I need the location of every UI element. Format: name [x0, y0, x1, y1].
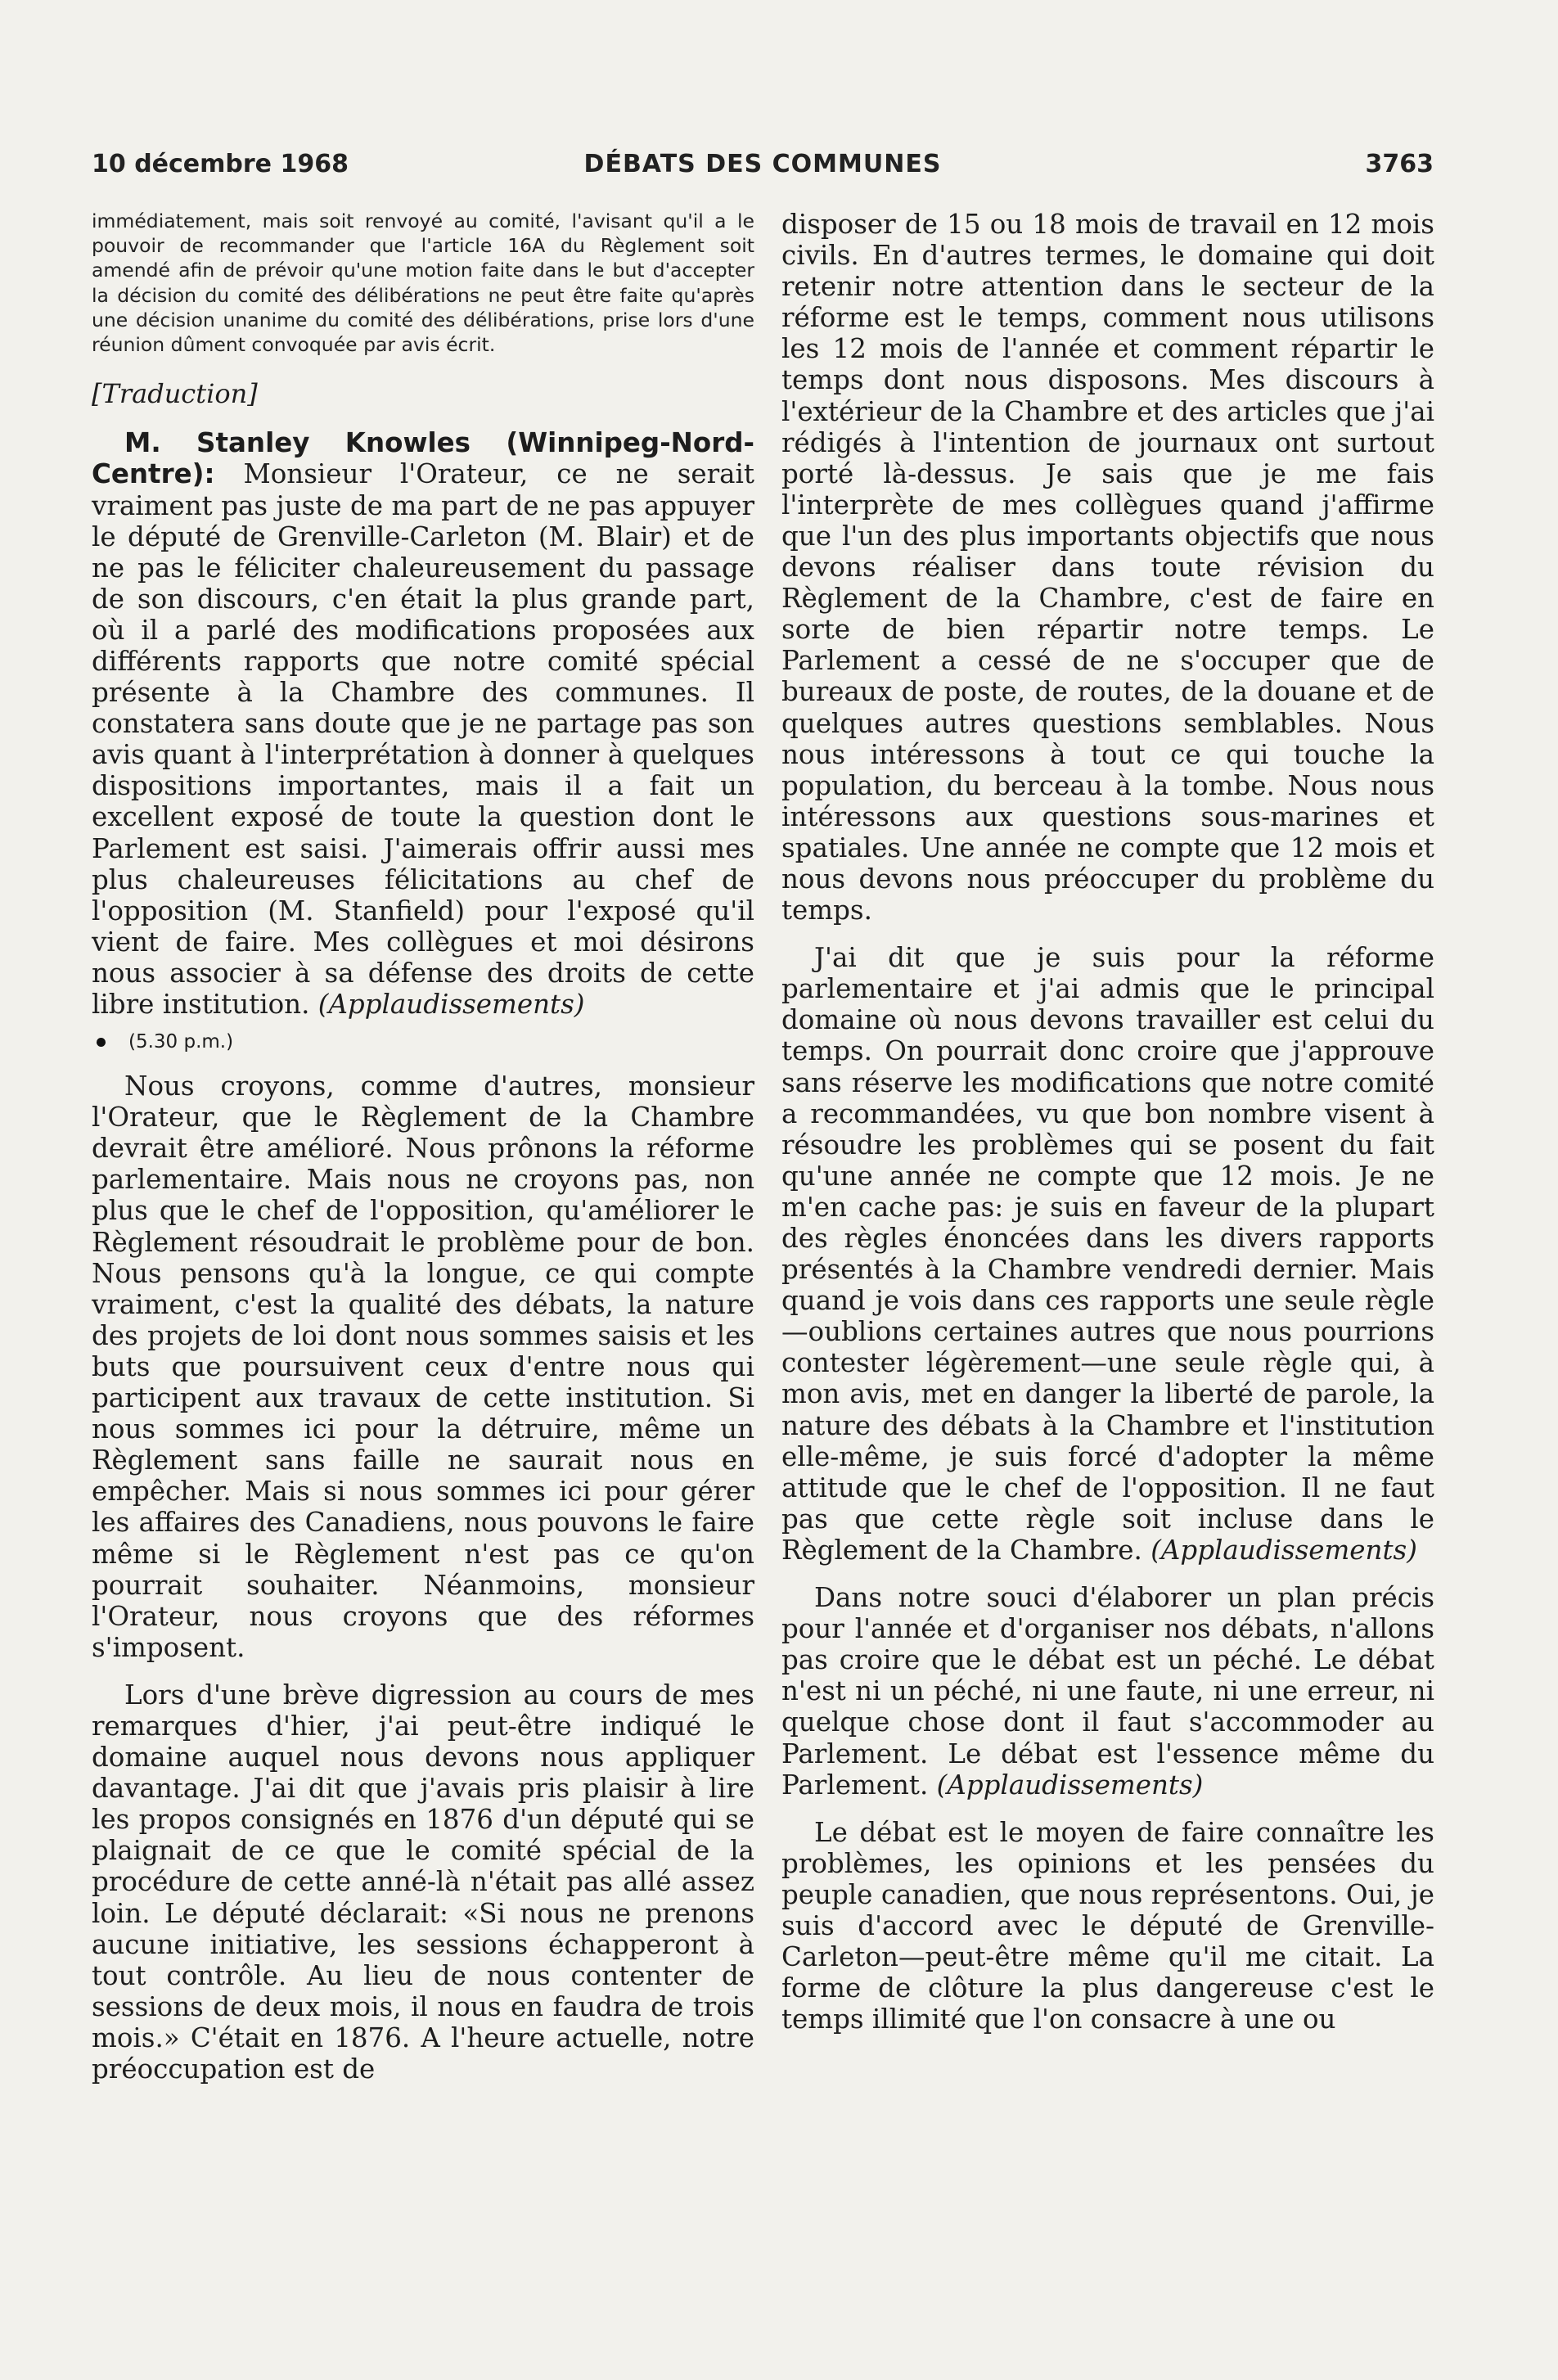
speech-text: Monsieur l'Orateur, ce ne serait vraiment pas juste de ma part de ne pas appuyer le député de Grenville-Carleton (M. Blair) et de ne pas le féliciter chaleureusement du passage de son discours, c'en était la plus grande part, où il a parlé des modifications proposées aux différents rapports que notre comité spécial présente à la Chambre des communes. Il constatera sans doute que je ne partage pas son avis quant à l'interprétation à donner à quelques dispositions importantes, mais il a fait un excellent exposé de toute la question dont le Parlement est saisi. J'aimerais offrir aussi mes plus chaleureuses félicitations au chef de l'opposition (M. Stanfield) pour l'exposé qu'il vient de faire. Mes collègues et moi désirons nous associer à sa défense des droits de cette libre institution.	[92, 458, 754, 1020]
applause-note: (Applaudissements)	[936, 1769, 1204, 1801]
speech-paragraph	[781, 1582, 1434, 1801]
time-label: (5.30 p.m.)	[128, 1031, 234, 1053]
header-title: DÉBATS DES COMMUNES	[583, 150, 942, 178]
speech-text: J'ai dit que je suis pour la réforme parlementaire et j'ai admis que le principal domaine où nous devons travailler est celui du temps. On pourrait donc croire que j'approuve sans réserve les modifications que notre comité a recommandées, vu que bon nombre visent à résoudre les problèmes qui se posent du fait qu'une année ne compte que 12 mois. Je ne m'en cache pas: je suis en faveur de la plupart des règles énoncées dans les divers rapports présentés à la Chambre vendredi dernier. Mais quand je vois dans ces rapports une seule règle—oublions certaines autres que nous pourrions contester légèrement—une seule règle qui, à mon avis, met en danger la liberté de parole, la nature des débats à la Chambre et l'institution elle-même, je suis forcé d'adopter la même attitude que le chef de l'opposition. Il ne faut pas que cette règle soit incluse dans le Règlement de la Chambre.	[781, 942, 1434, 1566]
speech-paragraph: Le débat est le moyen de faire connaître les problèmes, les opinions et les pensées du peuple canadien, que nous représentons. Oui, je suis d'accord avec le député de Grenville-Carleton—peut-être même qu'il me citait. La forme de clôture la plus dangereuse c'est le temps illimité que l'on consacre à une ou	[781, 1816, 1434, 2035]
right-column	[781, 209, 1434, 2035]
speech-paragraph	[781, 942, 1434, 1566]
applause-note: (Applaudissements)	[317, 989, 585, 1020]
page-header	[92, 150, 1434, 189]
bullet-icon	[97, 1038, 106, 1047]
motion-text: immédiatement, mais soit renvoyé au comité, l'avisant qu'il a le pouvoir de recommander que l'article 16A du Règlement soit amendé afin de prévoir qu'une motion faite dans le but d'accepter la décision du comité des délibérations ne peut être faite qu'après une décision unanime du comité des délibérations, prise lors d'une réunion dûment convoquée par avis écrit.	[92, 210, 754, 357]
header-date: 10 décembre 1968	[92, 150, 349, 178]
time-stamp	[92, 1031, 754, 1053]
speech-paragraph	[92, 427, 754, 1020]
speech-paragraph: Nous croyons, comme d'autres, monsieur l'Orateur, que le Règlement de la Chambre devrait être amélioré. Nous prônons la réforme parlementaire. Mais nous ne croyons pas, non plus que le chef de l'opposition, qu'améliorer le Règlement résoudrait le problème pour de bon. Nous pensons qu'à la longue, ce qui compte vraiment, c'est la qualité des débats, la nature des projets de loi dont nous sommes saisis et les buts que poursuivent ceux d'entre nous qui participent aux travaux de cette institution. Si nous sommes ici pour la détruire, même un Règlement sans faille ne saurait nous en empêcher. Mais si nous sommes ici pour gérer les affaires des Canadiens, nous pouvons le faire même si le Règlement n'est pas ce qu'on pourrait souhaiter. Néanmoins, monsieur l'Orateur, nous croyons que des réformes s'imposent.	[92, 1071, 754, 1663]
speech-paragraph: disposer de 15 ou 18 mois de travail en 12 mois civils. En d'autres termes, le domaine qui doit retenir notre attention dans le secteur de la réforme est le temps, comment nous utilisons les 12 mois de l'année et comment répartir le temps dont nous disposons. Mes discours à l'extérieur de la Chambre et des articles que j'ai rédigés à l'intention de journaux ont surtout porté là-dessus. Je sais que je me fais l'interprète de mes collègues quand j'affirme que l'un des plus importants objectifs que nous devons réaliser dans toute révision du Règlement de la Chambre, c'est de faire en sorte de bien répartir notre temps. Le Parlement a cessé de ne s'occuper que de bureaux de poste, de routes, de la douane et de quelques autres questions semblables. Nous nous intéressons à tout ce qui touche la population, du berceau à la tombe. Nous nous intéressons aux questions sous-marines et spatiales. Une année ne compte que 12 mois et nous devons nous préoccuper du problème du temps.	[781, 209, 1434, 926]
speech-paragraph: Lors d'une brève digression au cours de mes remarques d'hier, j'ai peut-être indiqué le domaine auquel nous devons nous appliquer davantage. J'ai dit que j'avais pris plaisir à lire les propos consignés en 1876 d'un député qui se plaignait de ce que le comité spécial de la procédure de cette anné-là n'était pas allé assez loin. Le député déclarait: «Si nous ne prenons aucune initiative, les sessions échapperont à tout contrôle. Au lieu de nous contenter de sessions de deux mois, il nous en faudra de trois mois.» C'était en 1876. A l'heure actuelle, notre préoccupation est de	[92, 1679, 754, 2085]
applause-note: (Applaudissements)	[1150, 1534, 1417, 1566]
translation-marker: [Traduction]	[92, 378, 258, 410]
page-number: 3763	[1365, 150, 1434, 178]
speaker-name: M. Stanley Knowles (Winnipeg-Nord-Centre):	[92, 427, 754, 490]
left-column	[92, 209, 754, 2085]
speech-text: Dans notre souci d'élaborer un plan précis pour l'année et d'organiser nos débats, n'allons pas croire que le débat est un péché. Le débat n'est ni un péché, ni une faute, ni une erreur, ni quelque chose dont il faut s'accommoder au Parlement. Le débat est l'essence même du Parlement.	[781, 1582, 1434, 1801]
